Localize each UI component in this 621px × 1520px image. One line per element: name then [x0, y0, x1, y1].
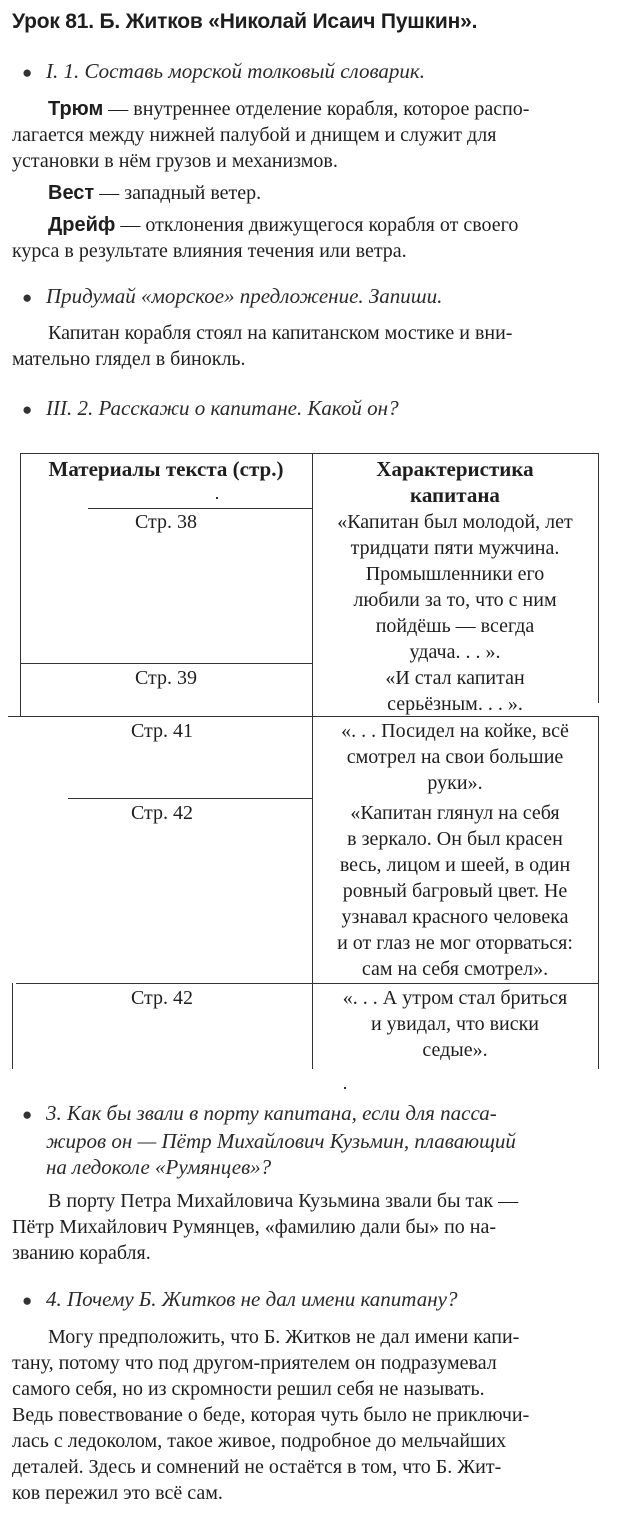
- table-row-page: Стр. 39: [134, 667, 198, 689]
- page-title: Урок 81. Б. Житков «Николай Исаич Пушкин».: [12, 10, 478, 33]
- answer-port-name: В порту Петра Михайловича Кузьмина звали бы так — Пётр Михайлович Румянцев, «фамилию дали бы» по на- званию корабля.: [12, 1190, 519, 1264]
- table-row-page: Стр. 38: [134, 511, 198, 533]
- bullet-icon: ●: [22, 63, 33, 82]
- table-row-quote: «. . . А утром стал бриться и увидал, что виски седые».: [342, 987, 568, 1061]
- task-captain: [22, 395, 612, 423]
- table-row-page: Стр. 42: [130, 802, 194, 824]
- bullet-icon: ●: [22, 400, 33, 419]
- task-sentence: [22, 283, 612, 311]
- glossary-definition: отклонения движущегося корабля от своего: [145, 214, 519, 236]
- task-glossary: [22, 58, 612, 86]
- glossary-entry-drift: Дрейф — отклонения движущегося корабля от своего курса в результате влияния течения или ветра.: [12, 214, 519, 262]
- task-captain-text: III. 2. Расскажи о капитане. Какой он?: [46, 396, 399, 420]
- bullet-icon: ●: [22, 288, 33, 307]
- table-row-page: Стр. 42: [130, 987, 194, 1009]
- table-row-quote: «И стал капитан серьёзным. . . ».: [385, 667, 525, 715]
- task-port-name: ● 3. Как бы звали в порту капитана, если для пасса- жиров он — Пётр Михайлович Кузьмин, плавающий на ледоколе «Румянцев»?: [22, 1101, 516, 1179]
- bullet-icon: ●: [22, 1291, 33, 1310]
- glossary-entry-hold: Трюм — внутреннее отделение корабля, которое распо- лагается между нижней палубой и днищем и служит для установки в нём грузов и механизмов.: [12, 98, 530, 172]
- bullet-icon: ●: [22, 1105, 33, 1124]
- task-no-name: ● 4. Почему Б. Житков не дал имени капитану?: [22, 1286, 612, 1314]
- header-characteristic: Характеристика капитана: [376, 457, 534, 507]
- glossary-term: Дрейф: [48, 214, 116, 236]
- table-row-page: Стр. 41: [130, 720, 194, 742]
- table-row-quote: «Капитан был молодой, лет тридцати пяти мужчина. Промышленники его любили за то, что с ним пойдёшь — всегда удача. . . ».: [337, 511, 573, 663]
- captain-table: [12, 453, 602, 1069]
- glossary-term: Вест: [48, 182, 95, 204]
- glossary-entry-west: Вест — западный ветер.: [48, 182, 262, 204]
- task-sentence-text: Придумай «морское» предложение. Запиши.: [46, 284, 443, 308]
- table-row-quote: «. . . Посидел на койке, всё смотрел на свои большие руки».: [341, 720, 569, 794]
- header-materials: Материалы текста (стр.): [48, 457, 284, 481]
- sentence-answer: Капитан корабля стоял на капитанском мостике и вни- мательно глядел в бинокль.: [12, 322, 513, 370]
- glossary-definition: внутреннее отделение корабля, которое распо-: [133, 98, 530, 120]
- task-glossary-text: I. 1. Составь морской толковый словарик.: [46, 59, 425, 83]
- table-row-quote: «Капитан глянул на себя в зеркало. Он был красен весь, лицом и шеей, в один ровный багровый цвет. Не узнавал красного человека и от глаз не мог оторваться: сам на себя смотрел».: [337, 802, 573, 980]
- answer-no-name: Могу предположить, что Б. Житков не дал имени капи- тану, потому что под другом-приятелем он подразумевал самого себя, но из скромности решил себя не называть. Ведь повествование о беде, которая чуть было не приключи- лась с ледоколом, такое живое, подробное до мельчайших деталей. Здесь и сомнений не остаётся в том, что Б. Жит- ков пережил это всё сам.: [12, 1326, 530, 1504]
- glossary-term: Трюм: [48, 98, 104, 120]
- glossary-definition: западный ветер.: [124, 182, 262, 204]
